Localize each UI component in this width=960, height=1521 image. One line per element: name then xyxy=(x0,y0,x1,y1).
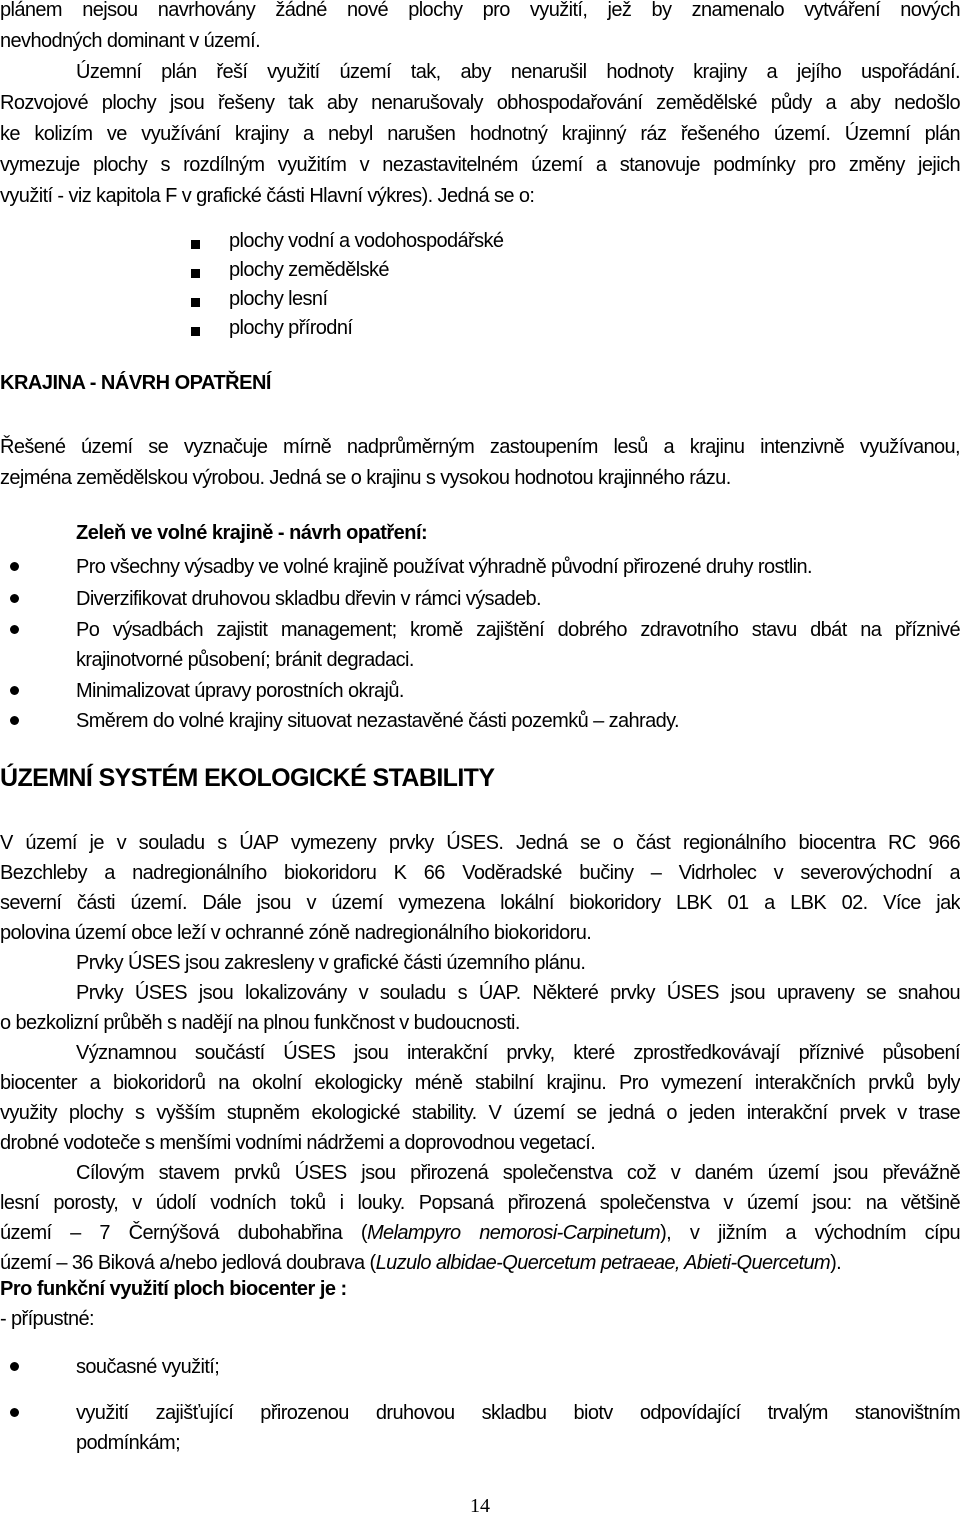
funkce-heading: Pro funkční využití ploch biocenter je : xyxy=(0,1278,347,1300)
bullet-dot-icon xyxy=(10,686,19,695)
funkce-item: využití zajišťující přirozenou druhovou skladbu biotv odpovídající trvalým stanovištním xyxy=(76,1398,960,1429)
intro-line-3: Územní plán řeší využití území tak, aby nenarušil hodnoty krajiny a jejího uspořádání. xyxy=(76,61,960,83)
zelen-heading: Zeleň ve volné krajině - návrh opatření: xyxy=(76,522,428,544)
krajina-line-2: zejména zemědělskou výrobou. Jedná se o krajinu s vysokou hodnotou krajinného rázu. xyxy=(0,467,731,489)
page-number: 14 xyxy=(470,1495,490,1517)
bullet-dot-icon xyxy=(10,1362,19,1371)
uses-p5-line-2: lesní porosty, v údolí vodních toků i louky. Popsaná přirozená společenstva v území jsou: na většině xyxy=(0,1192,960,1214)
bullet-dot-icon xyxy=(10,625,19,634)
krajina-line-1: Řešené území se vyznačuje mírně nadprůměrným zastoupením lesů a krajinu intenzivně využívanou, xyxy=(0,436,960,458)
uses-p5-line-3: území – 7 Černýšová dubohabřina (Melampyro nemorosi-Carpinetum), v jižním a východním cípu xyxy=(0,1222,960,1244)
square-bullet-icon xyxy=(191,327,200,336)
uses-p1-line-1: V území je v souladu s ÚAP vymezeny prvky ÚSES. Jedná se o část regionálního biocentra RC 966 xyxy=(0,832,960,854)
plochy-list xyxy=(229,230,503,346)
list-item: plochy lesní xyxy=(229,288,503,317)
uses-p5-line-1: Cílovým stavem prvků ÚSES jsou přirozená společenstva což v daném území jsou převážně xyxy=(76,1162,960,1184)
uses-heading: ÚZEMNÍ SYSTÉM EKOLOGICKÉ STABILITY xyxy=(0,764,495,792)
bullet-dot-icon xyxy=(10,716,19,725)
square-bullet-icon xyxy=(191,240,200,249)
zelen-item: Pro všechny výsadby ve volné krajině používat výhradně původní přirozené druhy rostlin. xyxy=(76,552,960,583)
intro-line-6: vymezuje plochy s rozdílným využitím v nezastavitelném území a stanovuje podmínky pro změny jejich xyxy=(0,154,960,176)
uses-p5-line-4: území – 36 Biková a/nebo jedlová doubrava (Luzulo albidae-Quercetum petraeae, Abieti-Quercetum). xyxy=(0,1252,842,1274)
bullet-dot-icon xyxy=(10,562,19,571)
bullet-dot-icon xyxy=(10,594,19,603)
intro-line-1: plánem nejsou navrhovány žádné nové plochy pro využití, jež by znamenalo vytváření nových xyxy=(0,0,960,21)
square-bullet-icon xyxy=(191,298,200,307)
uses-p4-line-2: biocenter a biokoridorů na okolní ekologicky méně stabilní krajinu. Pro vymezení interakčních prvků byly xyxy=(0,1072,960,1094)
funkce-subheading: - přípustné: xyxy=(0,1308,94,1330)
uses-p1-line-2: Bezchleby a nadregionálního biokoridoru K 66 Voděradské bučiny – Vidrholec v severovýchodní a xyxy=(0,862,960,884)
list-item: plochy přírodní xyxy=(229,317,503,346)
intro-line-4: Rozvojové plochy jsou řešeny tak aby nenarušovaly obhospodařování zemědělské půdy a aby nedošlo xyxy=(0,92,960,114)
uses-p4-line-1: Významnou součástí ÚSES jsou interakční prvky, které zprostředkovávají příznivé působení xyxy=(76,1042,960,1064)
uses-p3-line-2: o bezkolizní průběh s nadějí na plnou funkčnost v budoucnosti. xyxy=(0,1012,520,1034)
intro-line-2: nevhodných dominant v území. xyxy=(0,30,261,52)
funkce-item-continuation: podmínkám; xyxy=(76,1432,181,1454)
zelen-item: Po výsadbách zajistit management; kromě zajištění dobrého zdravotního stavu dbát na příznivé xyxy=(76,615,960,646)
zelen-item-continuation: krajinotvorné působení; bránit degradaci. xyxy=(76,649,414,671)
uses-p4-line-3: využity plochy s vyšším stupněm ekologické stability. V území se jedná o jeden interakční prvek v trase xyxy=(0,1102,960,1124)
list-item: plochy vodní a vodohospodářské xyxy=(229,230,503,259)
zelen-item: Minimalizovat úpravy porostních okrajů. xyxy=(76,676,960,707)
intro-line-7: využití - viz kapitola F v grafické části Hlavní výkres). Jedná se o: xyxy=(0,185,535,207)
list-item: plochy zemědělské xyxy=(229,259,503,288)
zelen-item: Směrem do volné krajiny situovat nezastavěné části pozemků – zahrady. xyxy=(76,706,960,737)
uses-p4-line-4: drobné vodoteče s menšími vodními nádržemi a doprovodnou vegetací. xyxy=(0,1132,596,1154)
uses-p2: Prvky ÚSES jsou zakresleny v grafické části územního plánu. xyxy=(76,952,586,974)
krajina-heading: KRAJINA - NÁVRH OPATŘENÍ xyxy=(0,372,271,394)
funkce-item: současné využití; xyxy=(76,1352,960,1383)
bullet-dot-icon xyxy=(10,1408,19,1417)
square-bullet-icon xyxy=(191,269,200,278)
uses-p1-line-4: polovina území obce leží v ochranné zóně nadregionálního biokoridoru. xyxy=(0,922,592,944)
uses-p3-line-1: Prvky ÚSES jsou lokalizovány v souladu s ÚAP. Některé prvky ÚSES jsou upraveny se snahou xyxy=(76,982,960,1004)
uses-p1-line-3: severní části území. Dále jsou v území vymezena lokální biokoridory LBK 01 a LBK 02. Více jak xyxy=(0,892,960,914)
zelen-item: Diverzifikovat druhovou skladbu dřevin v rámci výsadeb. xyxy=(76,584,960,615)
intro-line-5: ke kolizím ve využívání krajiny a nebyl narušen hodnotný krajinný ráz řešeného území. Územní plán xyxy=(0,123,960,145)
